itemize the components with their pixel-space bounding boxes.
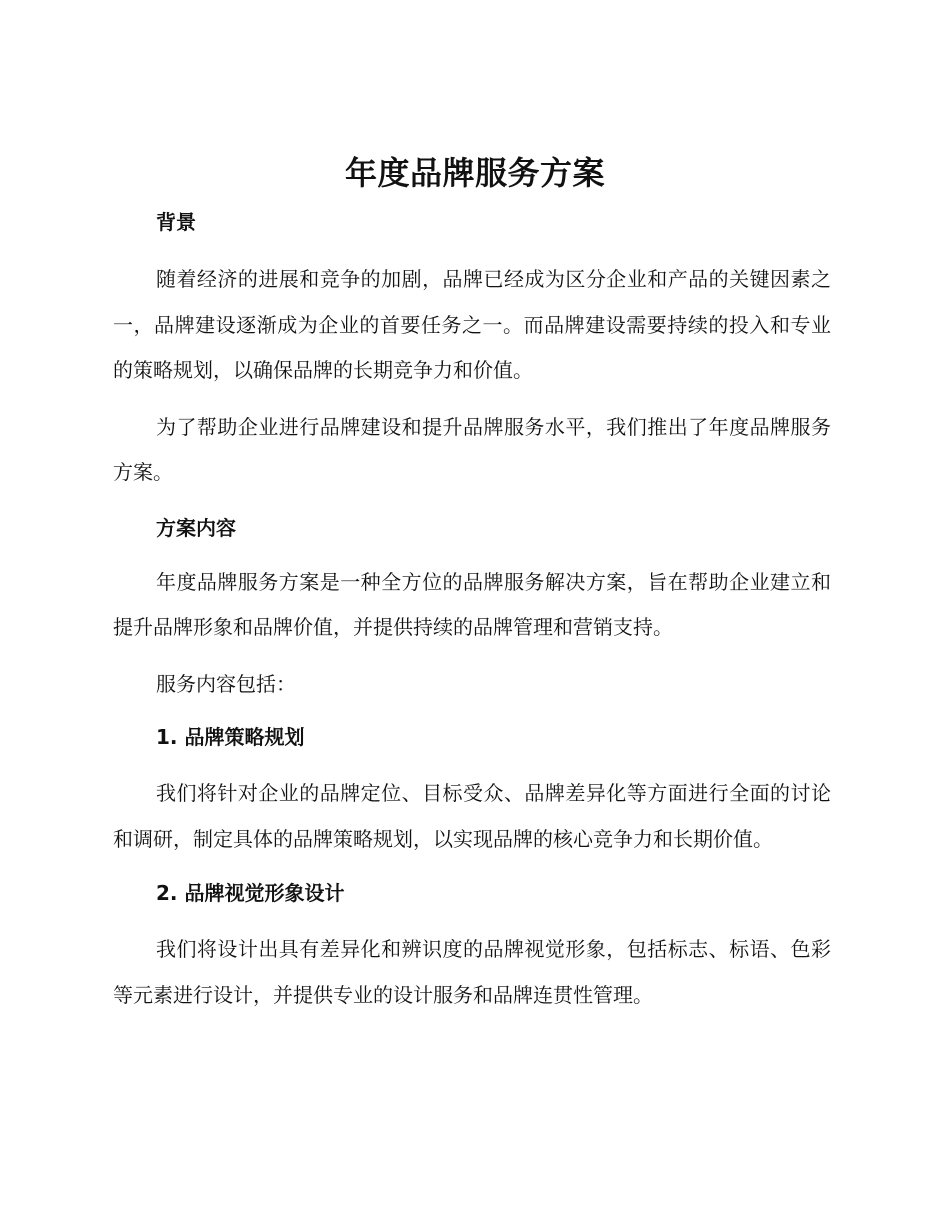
service-1-paragraph: 我们将针对企业的品牌定位、目标受众、品牌差异化等方面进行全面的讨论和调研，制定具体的品牌策略规划，以实现品牌的核心竞争力和长期价值。 bbox=[113, 781, 831, 851]
background-paragraph-1: 随着经济的进展和竞争的加剧，品牌已经成为区分企业和产品的关键因素之一，品牌建设逐渐成为企业的首要任务之一。而品牌建设需要持续的投入和专业的策略规划，以确保品牌的长期竞争力和价值。 bbox=[113, 267, 831, 382]
service-2-paragraph: 我们将设计出具有差异化和辨识度的品牌视觉形象，包括标志、标语、色彩等元素进行设计，并提供专业的设计服务和品牌连贯性管理。 bbox=[113, 937, 831, 1007]
background-paragraph-2: 为了帮助企业进行品牌建设和提升品牌服务水平，我们推出了年度品牌服务方案。 bbox=[113, 414, 831, 484]
section-heading-plan: 方案内容 bbox=[156, 515, 236, 540]
document-body bbox=[113, 203, 831, 1018]
section-heading-service-2: 2. 品牌视觉形象设计 bbox=[156, 881, 345, 905]
plan-paragraph-1: 年度品牌服务方案是一种全方位的品牌服务解决方案，旨在帮助企业建立和提升品牌形象和品牌价值，并提供持续的品牌管理和营销支持。 bbox=[113, 569, 831, 639]
plan-paragraph-2: 服务内容包括： bbox=[156, 671, 296, 696]
document-title: 年度品牌服务方案 bbox=[344, 154, 605, 192]
section-heading-service-1: 1. 品牌策略规划 bbox=[156, 725, 305, 749]
section-heading-background: 背景 bbox=[156, 210, 196, 234]
